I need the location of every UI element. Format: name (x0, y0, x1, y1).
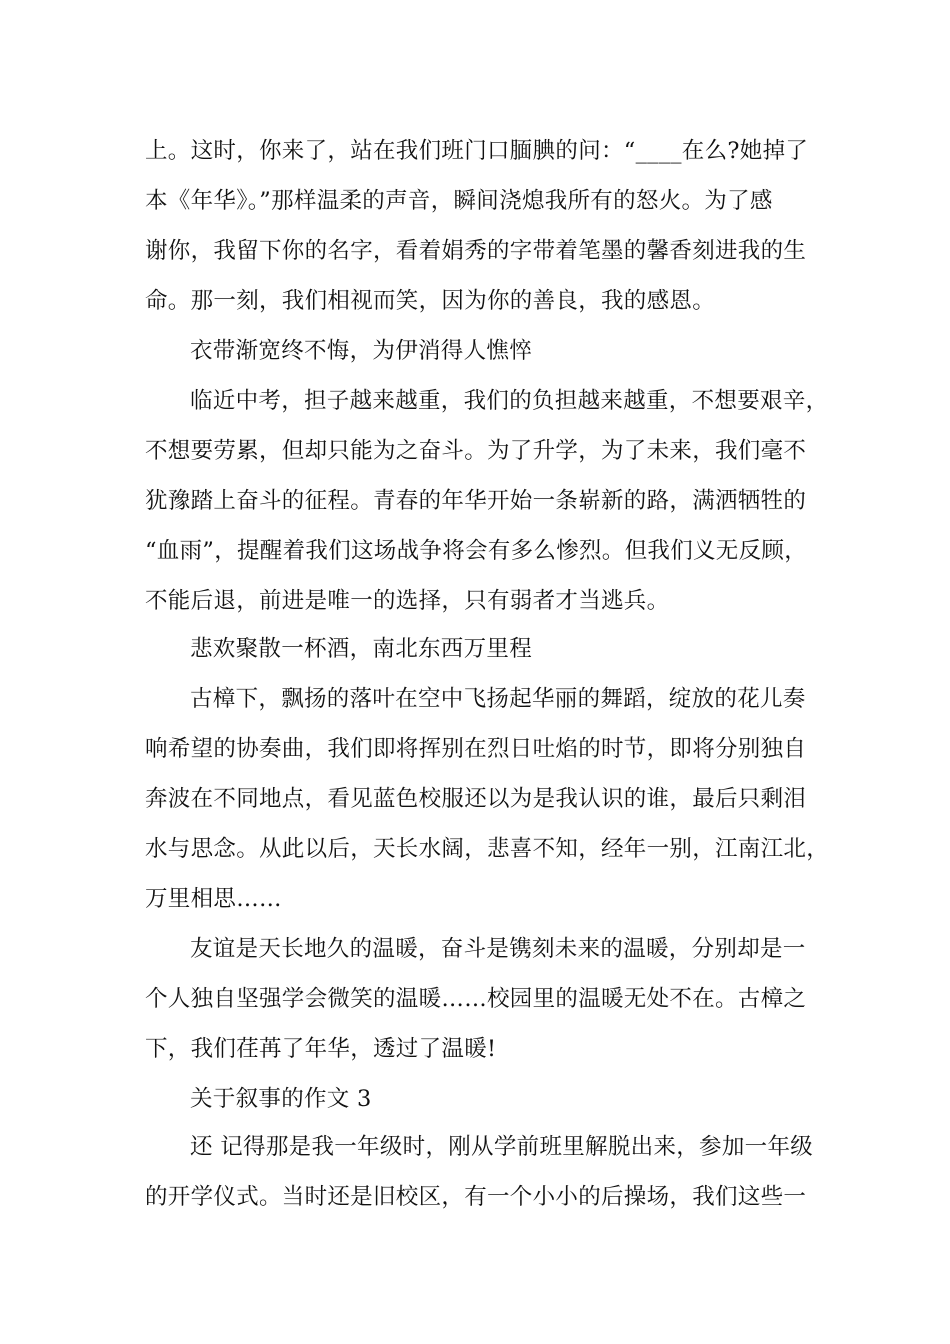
text-line: 万里相思…… (145, 886, 282, 912)
text-line: 上。这时，你来了，站在我们班门口腼腆的问：“____在么?她掉了 (145, 138, 809, 164)
text-line: 不想要劳累，但却只能为之奋斗。为了升学，为了未来，我们毫不 (145, 438, 807, 464)
section-heading: 关于叙事的作文 3 (190, 1086, 372, 1112)
text-line: 友谊是天长地久的温暖，奋斗是镌刻未来的温暖，分别却是一 (190, 936, 806, 962)
text-line: 本《年华》。”那样温柔的声音，瞬间浇熄我所有的怒火。为了感 (145, 188, 773, 214)
text-line: 谢你，我留下你的名字，看着娟秀的字带着笔墨的馨香刻进我的生 (145, 238, 807, 264)
text-line: “血雨”，提醒着我们这场战争将会有多么惨烈。但我们义无反顾， (145, 538, 808, 564)
text-line: 犹豫踏上奋斗的征程。青春的年华开始一条崭新的路，满洒牺牲的 (145, 488, 807, 514)
text-line: 奔波在不同地点，看见蓝色校服还以为是我认识的谁，最后只剩泪 (145, 786, 807, 812)
text-line: 古樟下，飘扬的落叶在空中飞扬起华丽的舞蹈，绽放的花儿奏 (190, 686, 806, 712)
text-line: 的开学仪式。当时还是旧校区，有一个小小的后操场，我们这些一 (145, 1184, 807, 1210)
text-line: 个人独自坚强学会微笑的温暖……校园里的温暖无处不在。古樟之 (145, 986, 807, 1012)
text-line: 还 记得那是我一年级时，刚从学前班里解脱出来，参加一年级 (190, 1134, 814, 1160)
text-line: 命。那一刻，我们相视而笑，因为你的善良，我的感恩。 (145, 288, 716, 314)
section-heading: 悲欢聚散一杯酒，南北东西万里程 (190, 636, 533, 662)
text-line: 不能后退，前进是唯一的选择，只有弱者才当逃兵。 (145, 588, 670, 614)
text-line: 临近中考，担子越来越重，我们的负担越来越重，不想要艰辛， (190, 388, 829, 414)
text-line: 下，我们荏苒了年华，透过了温暖! (145, 1036, 497, 1062)
section-heading: 衣带渐宽终不悔，为伊消得人憔悴 (190, 338, 533, 364)
text-line: 水与思念。从此以后，天长水阔，悲喜不知，经年一别，江南江北， (145, 836, 830, 862)
text-line: 响希望的协奏曲，我们即将挥别在烈日吐焰的时节，即将分别独自 (145, 736, 807, 762)
